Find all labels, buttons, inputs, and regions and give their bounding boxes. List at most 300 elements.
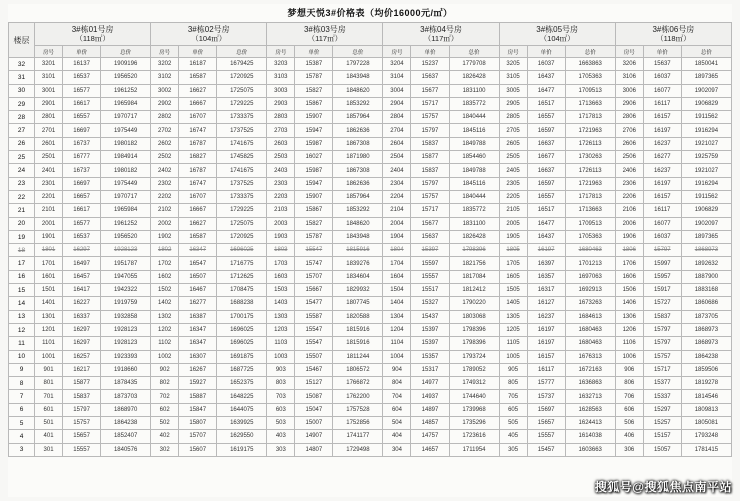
total-price: 1752856: [333, 417, 383, 430]
unit-price: 16037: [643, 71, 681, 84]
room-number: 3106: [615, 71, 643, 84]
total-price: 1725075: [217, 217, 267, 230]
room-number: 1205: [499, 323, 527, 336]
unit-area: （118㎡）: [656, 34, 691, 43]
unit-price: 15557: [63, 443, 101, 456]
floor-number: 29: [9, 97, 35, 110]
unit-price: 15677: [411, 84, 449, 97]
total-price: 1871980: [333, 151, 383, 164]
unit-price: 14757: [411, 430, 449, 443]
room-number: 1802: [151, 244, 179, 257]
floor-number: 16: [9, 270, 35, 283]
total-price: 1859506: [681, 363, 731, 376]
room-number: 803: [267, 377, 295, 390]
unit-price: 15717: [411, 204, 449, 217]
room-number: 2502: [151, 151, 179, 164]
total-price: 1850041: [681, 58, 731, 71]
total-price: 1713663: [565, 97, 615, 110]
unit-price: 15657: [63, 430, 101, 443]
room-number: 705: [499, 390, 527, 403]
room-number: 2005: [499, 217, 527, 230]
table-row: [9, 443, 732, 456]
unit-price: 15637: [643, 58, 681, 71]
floor-number: 25: [9, 151, 35, 164]
room-number: 3001: [35, 84, 63, 97]
total-price: 1688238: [217, 297, 267, 310]
room-number: 1801: [35, 244, 63, 257]
unit-price: 15757: [643, 350, 681, 363]
unit-price: 14897: [411, 403, 449, 416]
unit-price: 16667: [179, 204, 217, 217]
total-price: 1781415: [681, 443, 731, 456]
room-number: 3204: [383, 58, 411, 71]
room-number: 1701: [35, 257, 63, 270]
total-price: 1873705: [681, 310, 731, 323]
total-price: 1906829: [681, 204, 731, 217]
unit-price: 16307: [179, 350, 217, 363]
unit-price: 15827: [295, 84, 333, 97]
room-number: 3102: [151, 71, 179, 84]
room-number: 2002: [151, 217, 179, 230]
room-number: 2006: [615, 217, 643, 230]
total-price: 1636863: [565, 377, 615, 390]
room-number: 2405: [499, 164, 527, 177]
unit-price: 16667: [179, 97, 217, 110]
total-price: 1663863: [565, 58, 615, 71]
room-number: 1903: [267, 230, 295, 243]
room-number-header: 房号: [35, 46, 63, 58]
room-number: 1303: [267, 310, 295, 323]
unit-price: 16777: [63, 151, 101, 164]
unit-price: 15837: [411, 164, 449, 177]
total-price: 1726113: [565, 137, 615, 150]
unit-price: 16787: [179, 164, 217, 177]
room-number-header: 房号: [151, 46, 179, 58]
total-price: 1835772: [449, 204, 499, 217]
room-number: 1101: [35, 337, 63, 350]
total-price: 1868973: [681, 323, 731, 336]
room-number: 1104: [383, 337, 411, 350]
room-number: 2605: [499, 137, 527, 150]
room-number: 3206: [615, 58, 643, 71]
total-price: 1692913: [565, 284, 615, 297]
unit-price: 15507: [295, 350, 333, 363]
floor-number: 22: [9, 190, 35, 203]
room-number: 403: [267, 430, 295, 443]
total-price: 1923393: [101, 350, 151, 363]
unit-price: 16627: [179, 217, 217, 230]
total-price: 1897365: [681, 71, 731, 84]
total-price: 1887900: [681, 270, 731, 283]
room-number: 406: [615, 430, 643, 443]
floor-number: 8: [9, 377, 35, 390]
unit-price: 15757: [411, 111, 449, 124]
total-price: 1916294: [681, 177, 731, 190]
unit-price: 15297: [643, 403, 681, 416]
unit-price: 16417: [63, 284, 101, 297]
total-price: 1919759: [101, 297, 151, 310]
total-price: 1716775: [217, 257, 267, 270]
unit-area: （117㎡）: [423, 34, 459, 43]
total-price: 1961252: [101, 217, 151, 230]
total-price: 1906829: [681, 97, 731, 110]
unit-price: 15827: [295, 217, 333, 230]
unit-price: 15547: [295, 244, 333, 257]
room-number: 1905: [499, 230, 527, 243]
total-price-header: 总价: [333, 46, 383, 58]
room-number: 2101: [35, 204, 63, 217]
total-price: 1902097: [681, 84, 731, 97]
total-price: 1705363: [565, 71, 615, 84]
total-price: 1603663: [565, 443, 615, 456]
unit-price: 15947: [295, 124, 333, 137]
unit-price: 16627: [179, 84, 217, 97]
total-price: 1868970: [101, 403, 151, 416]
room-number: 1503: [267, 284, 295, 297]
unit-price: 16617: [63, 204, 101, 217]
total-price: 1766872: [333, 377, 383, 390]
room-number: 2903: [267, 97, 295, 110]
total-price: 1867308: [333, 137, 383, 150]
room-number: 2304: [383, 177, 411, 190]
total-price: 1897365: [681, 230, 731, 243]
total-price: 1853292: [333, 97, 383, 110]
total-price: 1700175: [217, 310, 267, 323]
total-price: 1902097: [681, 217, 731, 230]
unit-price: 16187: [179, 58, 217, 71]
floor-number: 9: [9, 363, 35, 376]
table-row: [9, 337, 732, 350]
room-number: 2402: [151, 164, 179, 177]
floor-number: 15: [9, 284, 35, 297]
total-price: 1831100: [449, 217, 499, 230]
total-price: 1975449: [101, 177, 151, 190]
room-number: 1706: [615, 257, 643, 270]
total-price: 1680463: [565, 323, 615, 336]
room-number: 1003: [267, 350, 295, 363]
unit-price: 15047: [295, 403, 333, 416]
total-price: 1789052: [449, 363, 499, 376]
total-price: 1809813: [681, 403, 731, 416]
total-price: 1672163: [565, 363, 615, 376]
room-number: 501: [35, 417, 63, 430]
room-number: 2403: [267, 164, 295, 177]
floor-number: 20: [9, 217, 35, 230]
total-price: 1845116: [449, 177, 499, 190]
room-number-header: 房号: [267, 46, 295, 58]
total-price: 1819278: [681, 377, 731, 390]
total-price: 1843948: [333, 230, 383, 243]
room-number: 601: [35, 403, 63, 416]
unit-price: 16537: [63, 71, 101, 84]
total-price: 1970717: [101, 190, 151, 203]
room-number: 701: [35, 390, 63, 403]
unit-price: 15707: [179, 430, 217, 443]
floor-number: 12: [9, 323, 35, 336]
total-price: 1928123: [101, 323, 151, 336]
room-number: 1902: [151, 230, 179, 243]
unit-price: 14907: [295, 430, 333, 443]
total-price: 1840444: [449, 190, 499, 203]
unit-price: 15557: [411, 270, 449, 283]
unit-price: 16677: [527, 151, 565, 164]
unit-price: 16397: [527, 257, 565, 270]
unit-price: 15917: [643, 284, 681, 297]
room-number: 3203: [267, 58, 295, 71]
unit-price: 15387: [295, 58, 333, 71]
total-price: 1928123: [101, 337, 151, 350]
table-row: [9, 363, 732, 376]
unit-price: 15797: [643, 244, 681, 257]
room-number: 706: [615, 390, 643, 403]
unit-price: 16587: [179, 230, 217, 243]
room-number: 2906: [615, 97, 643, 110]
unit-header: [383, 23, 499, 46]
room-number: 1306: [615, 310, 643, 323]
room-number: 405: [499, 430, 527, 443]
unit-price: 16077: [643, 84, 681, 97]
unit-price: 15397: [411, 337, 449, 350]
room-number: 1002: [151, 350, 179, 363]
room-number: 1402: [151, 297, 179, 310]
unit-price: 16597: [527, 177, 565, 190]
floor-number: 5: [9, 417, 35, 430]
unit-price: 16267: [179, 363, 217, 376]
floor-number: 10: [9, 350, 35, 363]
total-price: 1857964: [333, 111, 383, 124]
unit-price: 16697: [63, 177, 101, 190]
floor-column-header: 楼层: [9, 23, 35, 58]
unit-price: 15157: [643, 430, 681, 443]
total-price: 1762200: [333, 390, 383, 403]
unit-price: 16197: [643, 177, 681, 190]
unit-price: 16317: [527, 284, 565, 297]
room-number: 2106: [615, 204, 643, 217]
floor-number: 17: [9, 257, 35, 270]
room-number: 2902: [151, 97, 179, 110]
unit-price: 16437: [527, 230, 565, 243]
total-price: 1849788: [449, 164, 499, 177]
room-number: 3101: [35, 71, 63, 84]
unit-header: [615, 23, 731, 46]
total-price: 1711954: [449, 443, 499, 456]
room-number: 2905: [499, 97, 527, 110]
total-price: 1848620: [333, 84, 383, 97]
room-number: 1804: [383, 244, 411, 257]
unit-price: 15717: [643, 363, 681, 376]
total-price: 1729225: [217, 97, 267, 110]
total-price: 1878435: [101, 377, 151, 390]
total-price: 1843948: [333, 71, 383, 84]
table-row: [9, 71, 732, 84]
room-number: 904: [383, 363, 411, 376]
room-number: 302: [151, 443, 179, 456]
unit-price: 15437: [411, 310, 449, 323]
room-number: 1806: [615, 244, 643, 257]
unit-price: 16237: [527, 310, 565, 323]
unit-price: 16477: [527, 217, 565, 230]
unit-price: 16387: [179, 310, 217, 323]
total-price: 1739968: [449, 403, 499, 416]
total-price: 1733375: [217, 190, 267, 203]
table-row: [9, 164, 732, 177]
table-row: [9, 204, 732, 217]
table-row: [9, 270, 732, 283]
total-price-header: 总价: [217, 46, 267, 58]
unit-price: 15787: [295, 71, 333, 84]
unit-price: 15927: [179, 377, 217, 390]
room-number: 1001: [35, 350, 63, 363]
total-price: 1820588: [333, 310, 383, 323]
room-number: 2503: [267, 151, 295, 164]
total-price: 1928123: [101, 244, 151, 257]
unit-price: 16747: [179, 124, 217, 137]
unit-price: 15397: [411, 244, 449, 257]
total-price: 1965984: [101, 97, 151, 110]
total-price: 1956520: [101, 230, 151, 243]
unit-price-header: 单价: [179, 46, 217, 58]
room-number: 3005: [499, 84, 527, 97]
unit-price: 15667: [295, 284, 333, 297]
unit-price: 16117: [643, 204, 681, 217]
unit-price: 16587: [179, 71, 217, 84]
unit-area: （118㎡）: [75, 34, 110, 43]
table-row: [9, 377, 732, 390]
total-price: 1735296: [449, 417, 499, 430]
room-number: 905: [499, 363, 527, 376]
unit-price: 15007: [295, 417, 333, 430]
total-price: 1733375: [217, 111, 267, 124]
room-number: 2601: [35, 137, 63, 150]
total-price: 1737525: [217, 177, 267, 190]
floor-number: 19: [9, 230, 35, 243]
total-price: 1696025: [217, 337, 267, 350]
room-number: 2604: [383, 137, 411, 150]
room-number: 1201: [35, 323, 63, 336]
price-table: [8, 22, 732, 457]
room-number: 2202: [151, 190, 179, 203]
room-number: 2602: [151, 137, 179, 150]
unit-price: 16557: [527, 190, 565, 203]
unit-price: 16497: [63, 257, 101, 270]
room-number: 1504: [383, 284, 411, 297]
room-number: 2706: [615, 124, 643, 137]
unit-price: 15317: [411, 363, 449, 376]
unit-price: 14977: [411, 377, 449, 390]
unit-price: 15517: [411, 284, 449, 297]
total-price: 1648225: [217, 390, 267, 403]
total-price: 1947055: [101, 270, 151, 283]
room-number: 1904: [383, 230, 411, 243]
total-price: 1868973: [681, 244, 731, 257]
room-number: 1501: [35, 284, 63, 297]
room-number: 402: [151, 430, 179, 443]
total-price: 1725075: [217, 84, 267, 97]
total-price: 1862636: [333, 177, 383, 190]
unit-price: 15797: [411, 177, 449, 190]
unit-price: 16737: [63, 137, 101, 150]
total-price: 1965984: [101, 204, 151, 217]
total-price: 1697063: [565, 270, 615, 283]
room-number: 1305: [499, 310, 527, 323]
unit-price: 15377: [643, 377, 681, 390]
room-number: 704: [383, 390, 411, 403]
unit-price: 16737: [63, 164, 101, 177]
room-number: 1604: [383, 270, 411, 283]
total-price: 1864238: [681, 350, 731, 363]
total-price: 1696025: [217, 323, 267, 336]
floor-number: 28: [9, 111, 35, 124]
total-price: 1970717: [101, 111, 151, 124]
total-price: 1709513: [565, 84, 615, 97]
unit-price: 15837: [63, 390, 101, 403]
total-price: 1679425: [217, 58, 267, 71]
total-price: 1916294: [681, 124, 731, 137]
unit-price: 16477: [527, 84, 565, 97]
unit-price: 16297: [63, 244, 101, 257]
room-number: 1403: [267, 297, 295, 310]
unit-price: 16337: [63, 310, 101, 323]
total-price: 1852407: [101, 430, 151, 443]
table-row: [9, 124, 732, 137]
room-number: 2406: [615, 164, 643, 177]
unit-price: 16237: [643, 137, 681, 150]
total-price: 1741675: [217, 164, 267, 177]
unit-price: 15847: [179, 403, 217, 416]
source-credit: 搜狐号@搜狐焦点南平站: [594, 480, 732, 494]
table-row: [9, 97, 732, 110]
unit-price: 16027: [295, 151, 333, 164]
total-price: 1696025: [217, 244, 267, 257]
room-number: 1602: [151, 270, 179, 283]
unit-price: 15057: [643, 443, 681, 456]
total-price: 1712625: [217, 270, 267, 283]
room-number: 2201: [35, 190, 63, 203]
total-price: 1911562: [681, 111, 731, 124]
room-number: 404: [383, 430, 411, 443]
total-price: 1701213: [565, 257, 615, 270]
room-number: 1301: [35, 310, 63, 323]
total-price: 1961252: [101, 84, 151, 97]
total-price: 1975449: [101, 124, 151, 137]
room-number: 2803: [267, 111, 295, 124]
table-row: [9, 310, 732, 323]
unit-price: 15257: [643, 417, 681, 430]
total-price: 1730263: [565, 151, 615, 164]
unit-price: 15547: [295, 323, 333, 336]
unit-price: 16597: [527, 124, 565, 137]
unit-price: 16137: [63, 58, 101, 71]
sheet-title: 梦想天悦3#价格表（均价16000元/㎡）: [287, 8, 453, 18]
table-row: [9, 151, 732, 164]
unit-price: 15637: [411, 71, 449, 84]
unit-price: 16347: [179, 244, 217, 257]
total-price: 1984914: [101, 151, 151, 164]
room-number-header: 房号: [499, 46, 527, 58]
total-price: 1793724: [449, 350, 499, 363]
unit-price: 15397: [411, 323, 449, 336]
unit-price: 15677: [411, 217, 449, 230]
unit-name: 3#栋03号房: [303, 25, 346, 34]
unit-price: 16297: [63, 337, 101, 350]
room-number: 902: [151, 363, 179, 376]
room-number: 1605: [499, 270, 527, 283]
room-number: 1102: [151, 337, 179, 350]
floor-number: 13: [9, 310, 35, 323]
floor-number: 32: [9, 58, 35, 71]
total-price: 1624413: [565, 417, 615, 430]
unit-price: 15987: [295, 164, 333, 177]
